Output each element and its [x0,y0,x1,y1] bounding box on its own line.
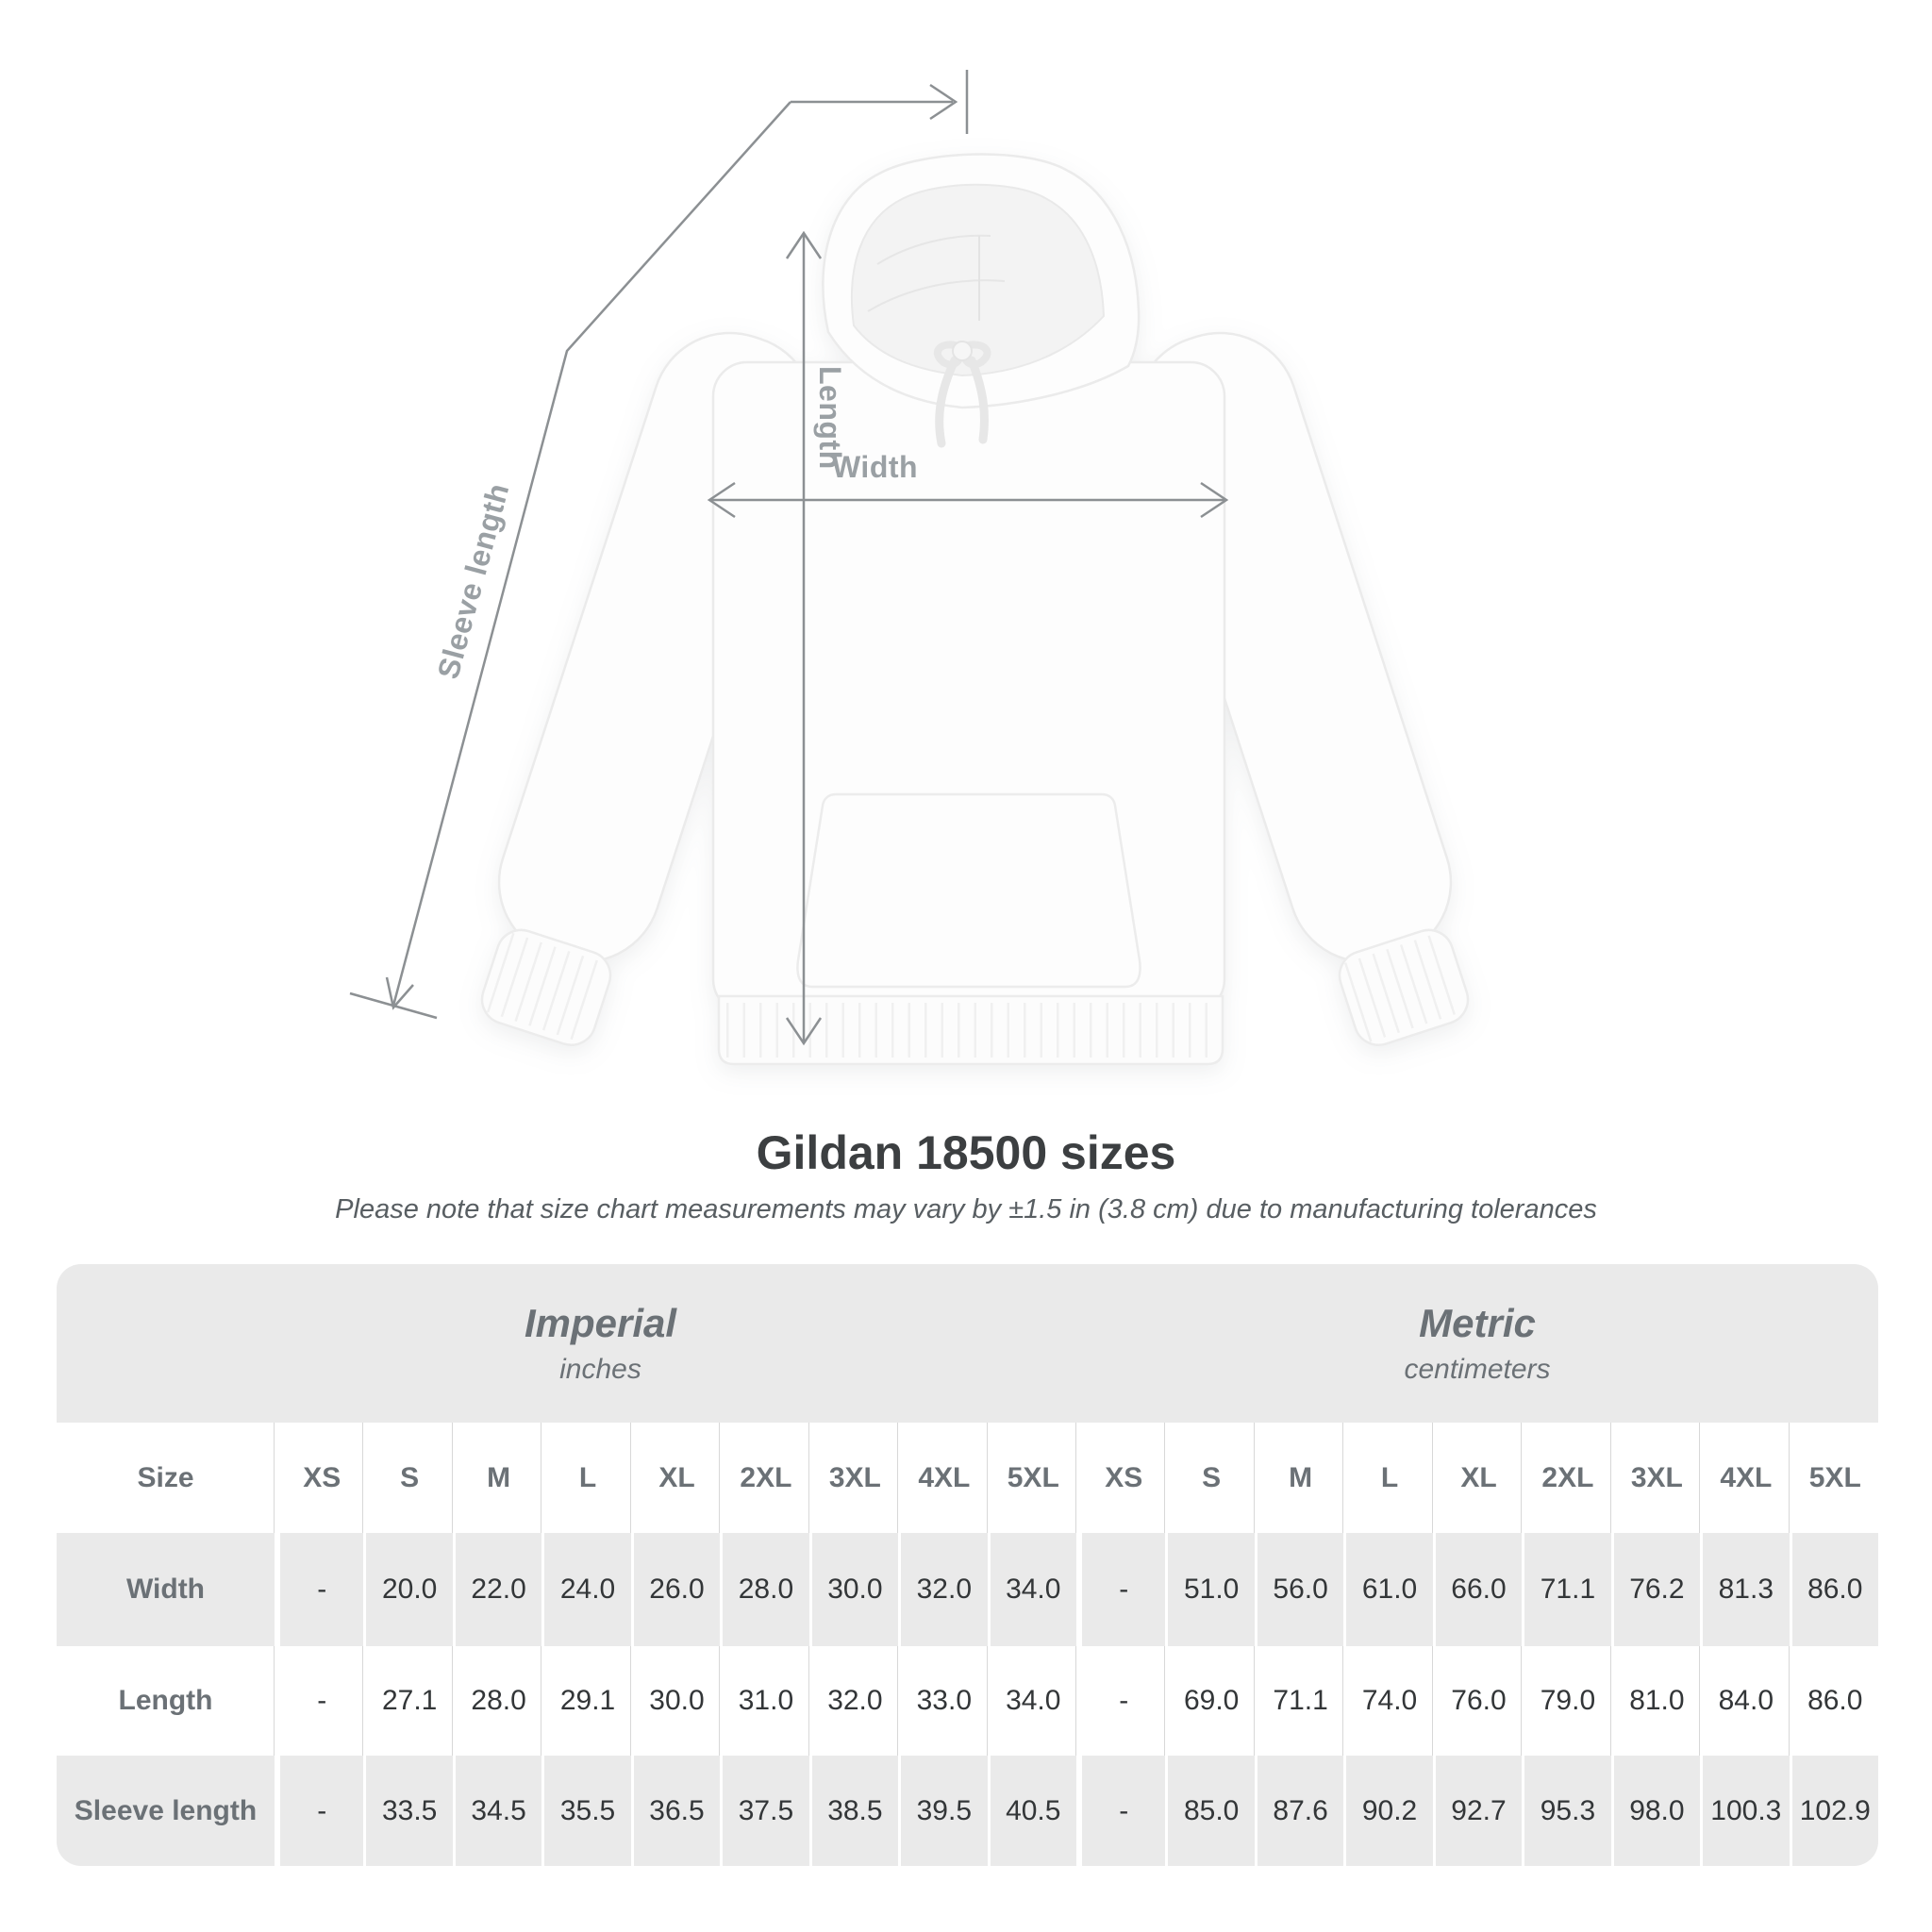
value-cell: 27.1 [363,1646,452,1756]
size-header-cell: L [1343,1423,1432,1533]
value-cell: - [1076,1533,1165,1646]
metric-group-title: Metric [1419,1301,1536,1345]
row-label: Length [57,1646,275,1756]
value-cell: 85.0 [1165,1756,1254,1866]
size-header-cell: 3XL [1611,1423,1700,1533]
size-header-cell: S [1165,1423,1254,1533]
sleeve-length-measure-label: Sleeve length [430,479,516,683]
value-cell: 79.0 [1522,1646,1610,1756]
imperial-group-header [57,1264,1076,1423]
value-cell: - [1076,1646,1165,1756]
value-cell: 28.0 [720,1533,808,1646]
value-cell: 30.0 [631,1646,720,1756]
value-cell: 95.3 [1522,1756,1610,1866]
tolerance-note: Please note that size chart measurements may vary by ±1.5 in (3.8 cm) due to manufacturing tolerances [335,1194,1597,1224]
value-cell: 26.0 [631,1533,720,1646]
value-cell: 66.0 [1433,1533,1522,1646]
value-cell: 30.0 [809,1533,898,1646]
value-cell: 90.2 [1343,1756,1432,1866]
hoodie-pocket [797,794,1140,987]
page-title: Gildan 18500 sizes [756,1126,1176,1179]
unit-group-header [57,1264,1878,1423]
size-header-cell: 2XL [720,1423,808,1533]
value-cell: 87.6 [1255,1756,1343,1866]
value-cell: 31.0 [720,1646,808,1756]
value-cell: 28.0 [453,1646,541,1756]
value-cell: 40.5 [988,1756,1076,1866]
size-header-row [57,1423,1878,1533]
value-cell: 33.5 [363,1756,452,1866]
value-cell: 51.0 [1165,1533,1254,1646]
value-cell: 81.3 [1700,1533,1789,1646]
metric-group-header [1076,1264,1878,1423]
size-header-cell: 5XL [988,1423,1076,1533]
value-cell: 37.5 [720,1756,808,1866]
value-cell: - [275,1756,363,1866]
size-header-cell: M [1255,1423,1343,1533]
value-cell: 74.0 [1343,1646,1432,1756]
value-cell: 76.2 [1611,1533,1700,1646]
value-cell: 35.5 [541,1756,630,1866]
value-cell: 33.0 [898,1646,987,1756]
metric-group-unit: centimeters [1404,1354,1551,1385]
row-label: Sleeve length [57,1756,275,1866]
table-row-length [57,1646,1878,1756]
table-row-sleeve-length [57,1756,1878,1866]
length-measure-label: Length [813,366,847,470]
size-header-cell: 4XL [1700,1423,1789,1533]
value-cell: 100.3 [1700,1756,1789,1866]
value-cell: 56.0 [1255,1533,1343,1646]
value-cell: - [275,1533,363,1646]
cuff-tick [350,993,437,1018]
value-cell: 86.0 [1790,1533,1878,1646]
value-cell: - [1076,1756,1165,1866]
value-cell: 76.0 [1433,1646,1522,1756]
value-cell: 71.1 [1522,1533,1610,1646]
row-label: Width [57,1533,275,1646]
size-header-cell: M [453,1423,541,1533]
size-table [57,1264,1878,1866]
size-header-cell: 3XL [809,1423,898,1533]
value-cell: 24.0 [541,1533,630,1646]
value-cell: 34.0 [988,1646,1076,1756]
value-cell: 34.5 [453,1756,541,1866]
value-cell: 22.0 [453,1533,541,1646]
value-cell: 71.1 [1255,1646,1343,1756]
size-header-cell: 2XL [1522,1423,1610,1533]
size-column-header: Size [57,1423,275,1533]
size-header-cell: XS [1076,1423,1165,1533]
value-cell: 92.7 [1433,1756,1522,1866]
size-header-cell: XL [1433,1423,1522,1533]
value-cell: 84.0 [1700,1646,1789,1756]
value-cell: 86.0 [1790,1646,1878,1756]
value-cell: 29.1 [541,1646,630,1756]
value-cell: 102.9 [1790,1756,1878,1866]
size-header-cell: 4XL [898,1423,987,1533]
value-cell: 61.0 [1343,1533,1432,1646]
table-row-width [57,1533,1878,1646]
size-header-cell: 5XL [1790,1423,1878,1533]
value-cell: - [275,1646,363,1756]
value-cell: 32.0 [898,1533,987,1646]
value-cell: 39.5 [898,1756,987,1866]
value-cell: 81.0 [1611,1646,1700,1756]
width-measure-label: Width [832,450,919,484]
hoodie-garment [454,154,1495,1064]
value-cell: 69.0 [1165,1646,1254,1756]
size-header-cell: XL [631,1423,720,1533]
value-cell: 34.0 [988,1533,1076,1646]
size-header-cell: XS [275,1423,363,1533]
value-cell: 98.0 [1611,1756,1700,1866]
imperial-group-unit: inches [559,1354,641,1385]
value-cell: 38.5 [809,1756,898,1866]
size-header-cell: L [541,1423,630,1533]
size-header-cell: S [363,1423,452,1533]
imperial-group-title: Imperial [524,1301,677,1345]
value-cell: 20.0 [363,1533,452,1646]
value-cell: 32.0 [809,1646,898,1756]
value-cell: 36.5 [631,1756,720,1866]
